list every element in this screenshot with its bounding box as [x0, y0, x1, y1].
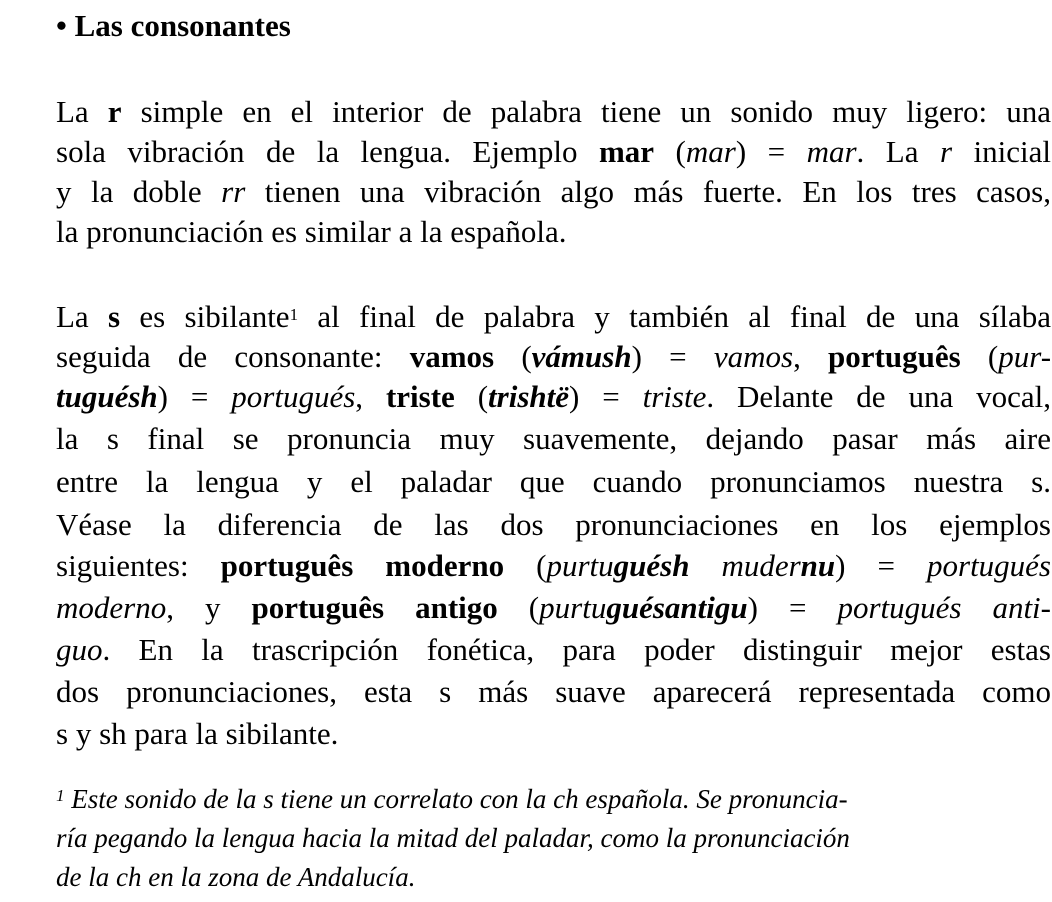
para-r-line-1: La r simple en el interior de palabra tiene un sonido muy ligero: una [56, 94, 1051, 129]
para-s-line-2: seguida de consonante: vamos (vámush) = vamos, português (pur- [56, 339, 1052, 374]
bullet: • [56, 8, 67, 43]
para-s-line-6: Véase la diferencia de las dos pronunciaciones en los ejemplos [56, 507, 1051, 542]
para-s-line-10: dos pronunciaciones, esta s más suave aparecerá representada como [56, 674, 1051, 709]
para-r-line-4: la pronunciación es similar a la española. [56, 214, 567, 249]
para-s-line-1: La s es sibilante$^1$ al final de palabra y también al final de una sílaba [56, 299, 1051, 334]
para-s-line-3: tuguésh) = portugués, triste (trishtë) = triste. Delante de una vocal, [56, 379, 1052, 414]
para-s-line-5: entre la lengua y el paladar que cuando pronunciamos nuestra s. [56, 464, 1051, 499]
footnote-line-2: ría pegando la lengua hacia la mitad del paladar, como la pronunciación [56, 823, 850, 853]
para-s-line-4: la s final se pronuncia muy suavemente, dejando pasar más aire [56, 421, 1051, 456]
para-s-line-8: moderno, y português antigo (purtuguésantigu) = portugués anti- [56, 590, 1051, 625]
para-s-line-9: guo. En la trascripción fonética, para poder distinguir mejor estas [56, 632, 1051, 667]
footnote-ref: 1 [289, 305, 299, 324]
para-s-line-11: s y sh para la sibilante. [56, 716, 339, 751]
section-heading [56, 6, 291, 46]
footnote-marker: 1 [56, 786, 65, 805]
para-r-line-3: y la doble rr tienen una vibración algo más fuerte. En los tres casos, [56, 174, 1051, 209]
para-r-line-2: sola vibración de la lengua. Ejemplo mar (mar) = mar. La r inicial [56, 134, 1051, 169]
footnote-line-3: de la ch en la zona de Andalucía. [56, 862, 416, 892]
footnote-line-1: $^1$ Este sonido de la s tiene un correlato con la ch española. Se pronuncia- [56, 784, 848, 814]
para-s-line-7: siguientes: português moderno (purtuguésh mudernu) = portugués [56, 548, 1051, 583]
section-title: Las consonantes [74, 8, 291, 43]
